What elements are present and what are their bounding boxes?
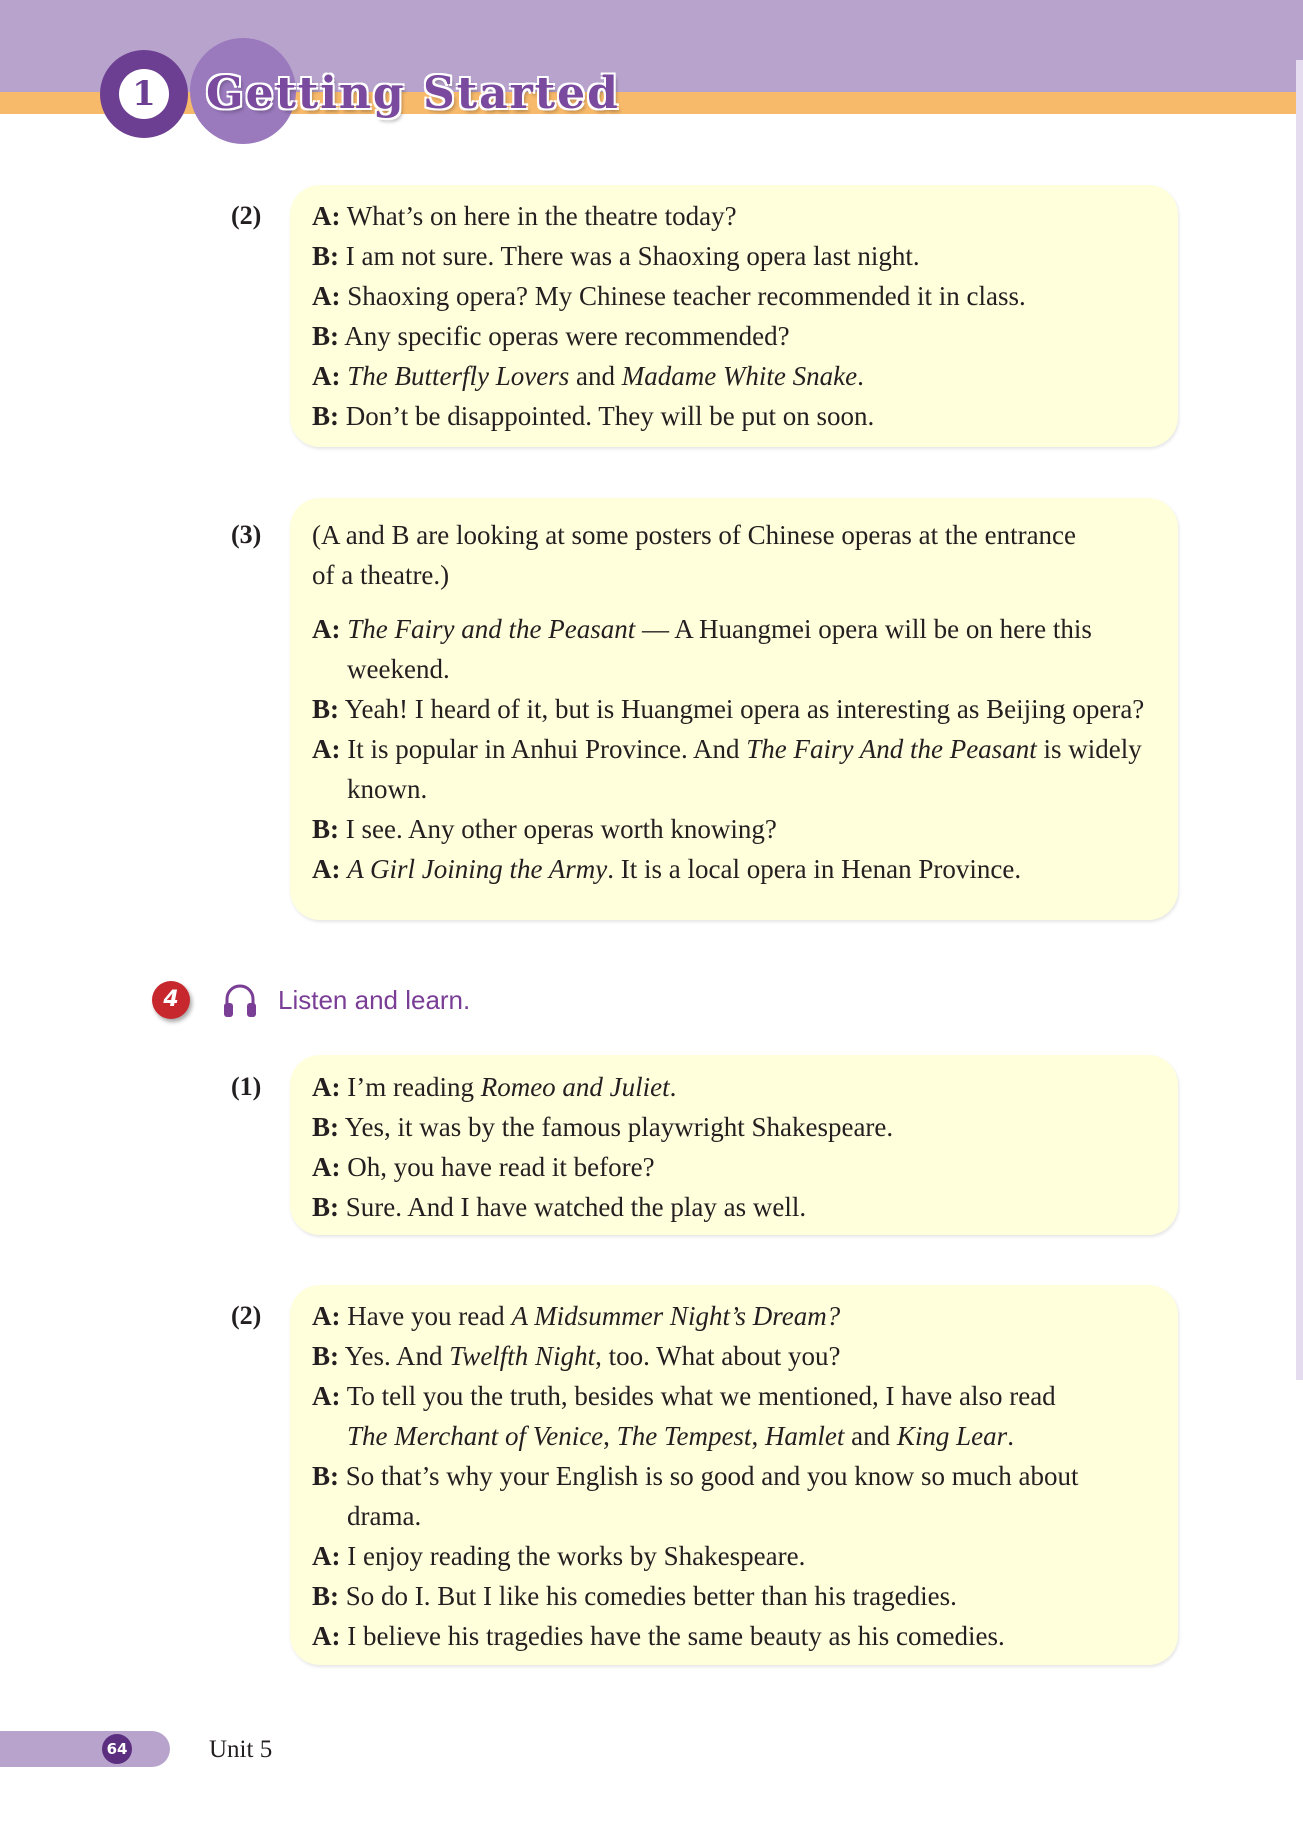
speaker-label: A: <box>312 201 341 231</box>
line-continuation: weekend. <box>347 654 450 684</box>
line-text: So that’s why your English is so good and you know so much about <box>345 1461 1079 1491</box>
dialogue-line <box>312 809 777 849</box>
line-text: — A Huangmei opera will be on here this <box>635 614 1092 644</box>
speaker-label: A: <box>312 1072 341 1102</box>
dialogue-number: (2) <box>231 201 262 230</box>
speaker-label: B: <box>312 1112 339 1142</box>
line-text: I believe his tragedies have the same beauty as his comedies. <box>347 1621 1005 1651</box>
section-number: 1 <box>119 69 169 119</box>
speaker-label: B: <box>312 1192 339 1222</box>
line-text: Any specific operas were recommended? <box>344 321 790 351</box>
speaker-label: A: <box>312 1541 341 1571</box>
scene-intro: of a theatre.) <box>312 560 450 590</box>
opera-title: The Fairy And the Peasant <box>746 734 1037 764</box>
line-continuation: known. <box>347 774 428 804</box>
opera-title: A Girl Joining the Army <box>347 854 608 884</box>
dialogue-line <box>312 1456 1078 1496</box>
line-text: Don’t be disappointed. They will be put on soon. <box>345 401 875 431</box>
dialogue-line <box>312 1576 957 1616</box>
speaker-label: B: <box>312 401 339 431</box>
line-text: is widely <box>1036 734 1142 764</box>
line-continuation <box>347 1416 1014 1456</box>
line-text: I enjoy reading the works by Shakespeare. <box>347 1541 806 1571</box>
page-edge-tab <box>1296 60 1303 1380</box>
play-title: Hamlet <box>764 1421 845 1451</box>
dialogue-line <box>312 689 1144 729</box>
speaker-label: B: <box>312 321 339 351</box>
speaker-label: A: <box>312 1301 341 1331</box>
line-text: I see. Any other operas worth knowing? <box>345 814 777 844</box>
page-number: 64 <box>102 1734 132 1764</box>
speaker-label: A: <box>312 854 341 884</box>
speaker-label: A: <box>312 734 341 764</box>
line-continuation: drama. <box>347 1501 422 1531</box>
dialogue-line <box>312 729 1142 769</box>
page-title: Getting Started <box>206 68 620 119</box>
play-title: The Tempest <box>616 1421 752 1451</box>
dialogue-line <box>312 236 920 276</box>
dialogue-line <box>312 1067 676 1107</box>
line-text: , <box>751 1421 765 1451</box>
speaker-label: A: <box>312 1381 341 1411</box>
line-text: So do I. But I like his comedies better than his tragedies. <box>345 1581 957 1611</box>
dialogue-line <box>312 1147 655 1187</box>
line-text: What’s on here in the theatre today? <box>346 201 737 231</box>
line-text: Sure. And I have watched the play as well. <box>345 1192 807 1222</box>
opera-title: The Fairy and the Peasant <box>347 614 636 644</box>
dialogue-line <box>312 396 874 436</box>
line-text: It is popular in Anhui Province. And <box>347 734 747 764</box>
dialogue-line <box>312 316 790 356</box>
unit-label: Unit 5 <box>209 1736 273 1763</box>
opera-title: The Butterfly Lovers <box>347 361 570 391</box>
line-text: . <box>857 361 864 391</box>
line-text: Yeah! I heard of it, but is Huangmei opera as interesting as Beijing opera? <box>344 694 1145 724</box>
line-text: . It is a local opera in Henan Province. <box>607 854 1022 884</box>
dialogue-line <box>312 356 864 396</box>
line-text: Oh, you have read it before? <box>347 1152 655 1182</box>
dialogue-line <box>312 1187 806 1227</box>
play-title: The Merchant of Venice <box>347 1421 604 1451</box>
dialogue-line <box>312 609 1092 649</box>
dialogue-line <box>312 1376 1056 1416</box>
dialogue-line <box>312 849 1021 889</box>
speaker-label: A: <box>312 1152 341 1182</box>
dialogue-number: (3) <box>231 520 262 549</box>
scene-intro: (A and B are looking at some posters of Chinese operas at the entrance <box>312 520 1077 550</box>
line-text: , too. What about you? <box>595 1341 841 1371</box>
line-text: and <box>569 361 622 391</box>
exercise-number-badge: 4 <box>152 981 190 1019</box>
speaker-label: A: <box>312 614 341 644</box>
line-text: Have you read <box>347 1301 512 1331</box>
speaker-label: B: <box>312 694 339 724</box>
headphones-icon <box>222 981 258 1021</box>
line-text: I am not sure. There was a Shaoxing opera last night. <box>345 241 920 271</box>
line-text: , <box>603 1421 617 1451</box>
speaker-label: B: <box>312 1341 339 1371</box>
line-text: and <box>844 1421 897 1451</box>
line-text: . <box>1007 1421 1014 1451</box>
dialogue-line <box>312 1336 841 1376</box>
line-text: To tell you the truth, besides what we mentioned, I have also read <box>346 1381 1056 1411</box>
dialogue-number: (2) <box>231 1301 262 1330</box>
speaker-label: A: <box>312 361 341 391</box>
play-title: King Lear <box>896 1421 1008 1451</box>
line-text: . <box>669 1072 677 1102</box>
dialogue-line <box>312 276 1026 316</box>
speaker-label: B: <box>312 1461 339 1491</box>
speaker-label: B: <box>312 814 339 844</box>
speaker-label: A: <box>312 1621 341 1651</box>
play-title: Romeo and Juliet <box>480 1072 670 1102</box>
dialogue-number: (1) <box>231 1072 262 1101</box>
line-text: I’m reading <box>347 1072 481 1102</box>
dialogue-line <box>312 1536 805 1576</box>
exercise-title: Listen and learn. <box>278 985 471 1015</box>
dialogue-line <box>312 196 737 236</box>
dialogue-line <box>312 1107 893 1147</box>
play-title: Twelfth Night <box>449 1341 596 1371</box>
line-text: Yes, it was by the famous playwright Shakespeare. <box>344 1112 894 1142</box>
footer-tab <box>0 1731 170 1767</box>
speaker-label: A: <box>312 281 341 311</box>
speaker-label: B: <box>312 1581 339 1611</box>
speaker-label: B: <box>312 241 339 271</box>
play-title: A Midsummer Night’s Dream? <box>511 1301 841 1331</box>
dialogue-line <box>312 1296 840 1336</box>
opera-title: Madame White Snake <box>621 361 858 391</box>
line-text: Shaoxing opera? My Chinese teacher recommended it in class. <box>347 281 1026 311</box>
dialogue-line <box>312 1616 1005 1656</box>
line-text: Yes. And <box>344 1341 450 1371</box>
